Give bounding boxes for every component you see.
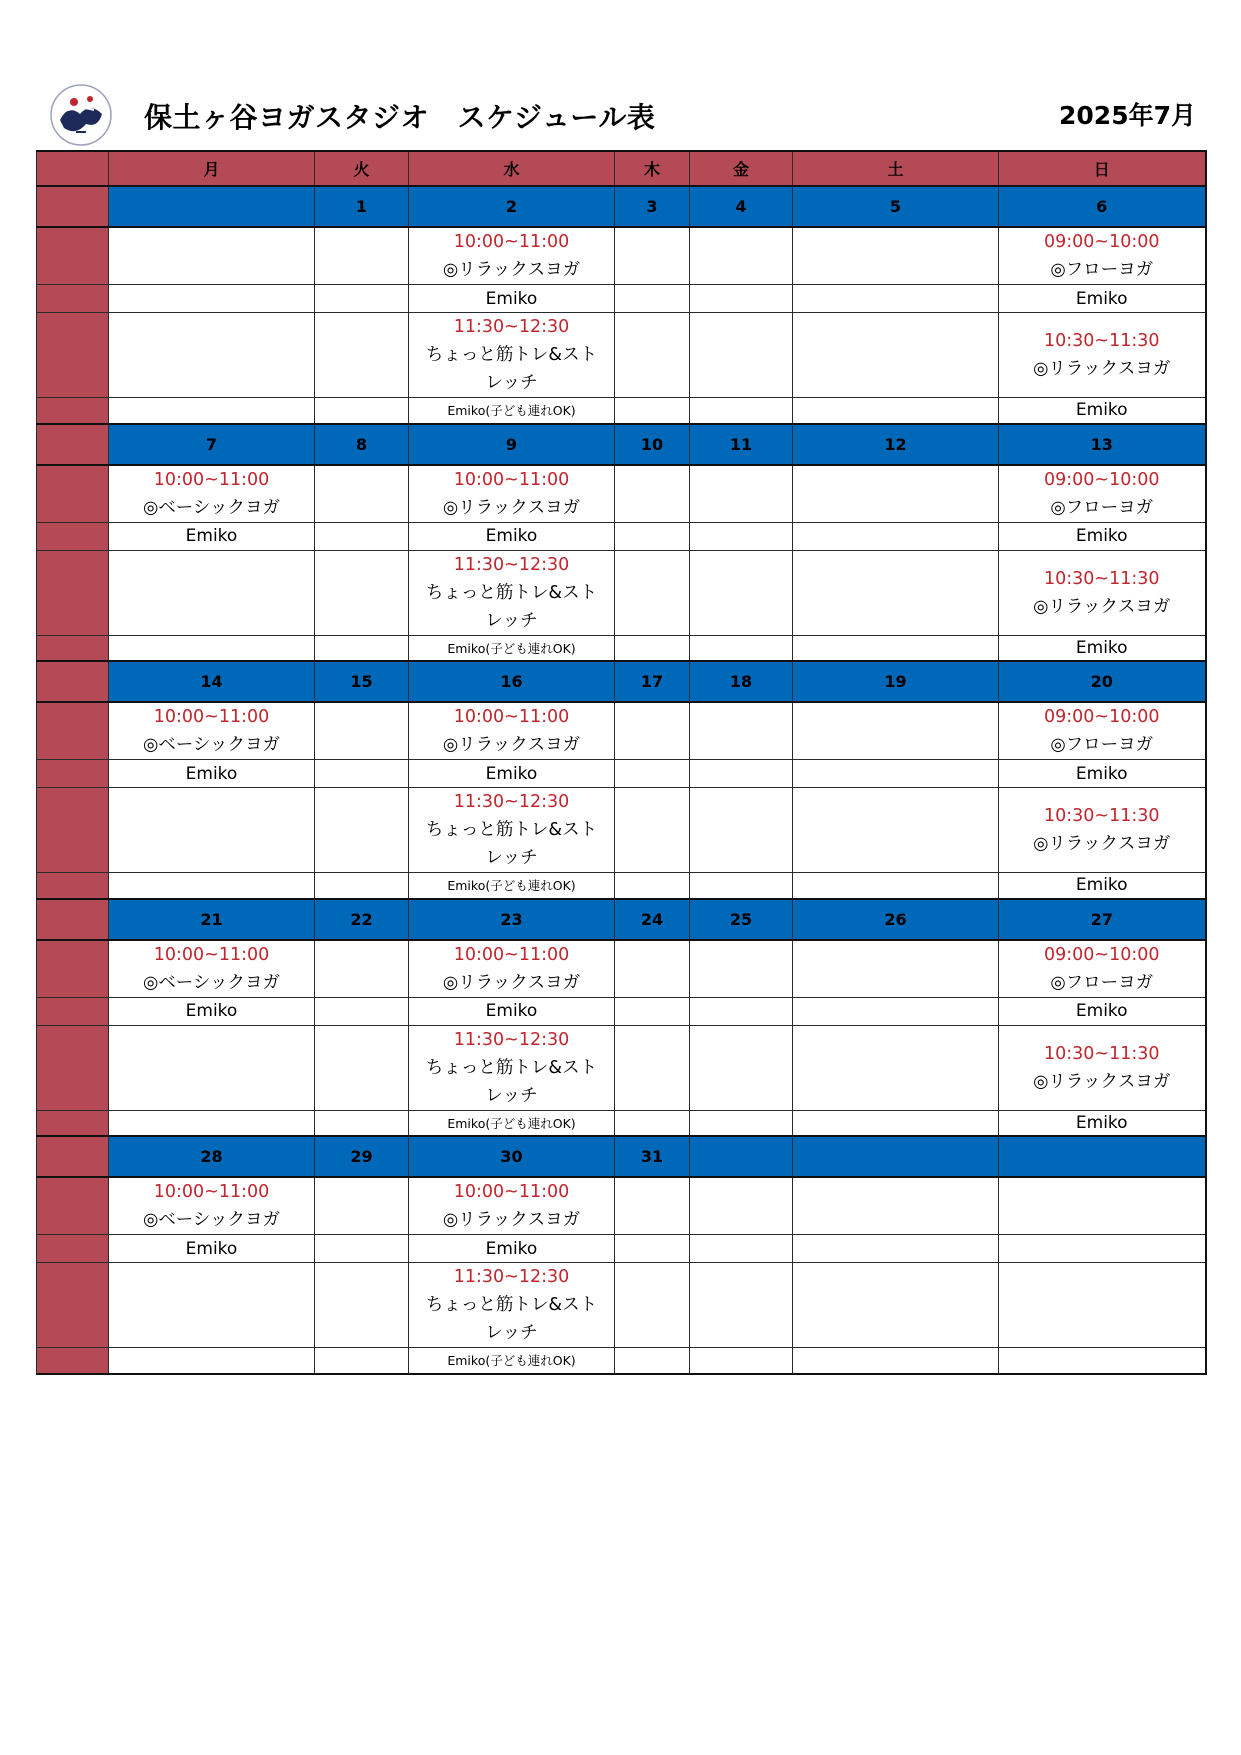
empty-cell xyxy=(793,997,999,1025)
empty-cell xyxy=(315,1110,409,1136)
empty-cell xyxy=(315,465,409,523)
class-name: ◎リラックスヨガ xyxy=(442,497,581,518)
empty-cell xyxy=(615,313,690,398)
class-row xyxy=(37,1177,1206,1235)
empty-cell xyxy=(615,285,690,313)
empty-cell xyxy=(615,940,690,998)
empty-cell xyxy=(315,398,409,424)
class-row xyxy=(37,1025,1206,1110)
empty-cell xyxy=(315,1177,409,1235)
date-cell: 19 xyxy=(793,661,999,702)
empty-cell xyxy=(793,313,999,398)
class-cell xyxy=(409,940,615,998)
empty-cell xyxy=(615,1110,690,1136)
empty-cell xyxy=(793,1348,999,1374)
instructor-name: Emiko xyxy=(109,522,315,550)
class-cell xyxy=(999,550,1206,635)
page-title: 保土ヶ谷ヨガスタジオ スケジュール表 xyxy=(144,101,656,134)
date-cell: 4 xyxy=(690,186,793,227)
side-cell xyxy=(37,1263,109,1348)
empty-cell xyxy=(315,635,409,661)
empty-cell xyxy=(109,873,315,899)
weekday-mon: 月 xyxy=(109,151,315,186)
class-row xyxy=(37,788,1206,873)
class-name-line1: ちょっと筋トレ&スト xyxy=(425,820,598,840)
empty-cell xyxy=(615,1263,690,1348)
class-name: ◎ベーシックヨガ xyxy=(142,497,281,518)
empty-cell xyxy=(690,760,793,788)
class-name-line1: ちょっと筋トレ&スト xyxy=(425,1295,598,1315)
class-time: 09:00~10:00 xyxy=(1043,707,1160,727)
date-cell xyxy=(999,1136,1206,1177)
class-name: ◎ベーシックヨガ xyxy=(142,1210,281,1230)
class-name: ◎リラックスヨガ xyxy=(1033,834,1171,854)
weekday-header-row xyxy=(37,151,1206,186)
side-cell xyxy=(37,997,109,1025)
class-row xyxy=(37,465,1206,523)
instructor-name: Emiko xyxy=(999,873,1206,899)
date-cell: 29 xyxy=(315,1136,409,1177)
class-time: 09:00~10:00 xyxy=(1043,469,1160,490)
instructor-row xyxy=(37,1348,1206,1374)
class-time: 10:00~11:00 xyxy=(453,944,570,965)
class-name: ◎フローヨガ xyxy=(1050,260,1154,280)
empty-cell xyxy=(690,873,793,899)
empty-cell xyxy=(109,227,315,285)
date-cell: 17 xyxy=(615,661,690,702)
instructor-name: Emiko xyxy=(409,522,615,550)
empty-cell xyxy=(315,873,409,899)
instructor-name: Emiko xyxy=(999,997,1206,1025)
side-cell xyxy=(37,760,109,788)
class-row xyxy=(37,940,1206,998)
date-cell: 9 xyxy=(409,424,615,465)
class-name: ◎リラックスヨガ xyxy=(442,735,581,755)
class-cell xyxy=(409,227,615,285)
empty-cell xyxy=(615,635,690,661)
empty-cell xyxy=(793,873,999,899)
class-cell xyxy=(409,550,615,635)
instructor-name: Emiko xyxy=(409,760,615,788)
weekday-sat: 土 xyxy=(793,151,999,186)
empty-cell xyxy=(615,1348,690,1374)
empty-cell xyxy=(315,1025,409,1110)
date-cell: 10 xyxy=(615,424,690,465)
date-cell: 7 xyxy=(109,424,315,465)
date-cell: 20 xyxy=(999,661,1206,702)
empty-cell xyxy=(690,1235,793,1263)
instructor-name: Emiko xyxy=(109,1235,315,1263)
empty-cell xyxy=(999,1235,1206,1263)
class-name-line2: レッチ xyxy=(485,1085,538,1106)
date-cell: 27 xyxy=(999,899,1206,940)
class-cell xyxy=(409,313,615,398)
class-time: 10:00~11:00 xyxy=(453,232,570,252)
side-cell xyxy=(37,1110,109,1136)
class-name: ◎フローヨガ xyxy=(1050,972,1154,993)
empty-cell xyxy=(615,997,690,1025)
empty-cell xyxy=(793,1235,999,1263)
schedule-table xyxy=(36,150,1207,1375)
side-cell xyxy=(37,227,109,285)
class-cell xyxy=(409,465,615,523)
empty-cell xyxy=(109,1110,315,1136)
empty-cell xyxy=(690,227,793,285)
empty-cell xyxy=(615,1025,690,1110)
class-time: 11:30~12:30 xyxy=(453,1267,570,1287)
class-time: 10:00~11:00 xyxy=(453,469,570,490)
empty-cell xyxy=(999,1263,1206,1348)
instructor-row xyxy=(37,1110,1206,1136)
date-cell: 25 xyxy=(690,899,793,940)
class-row xyxy=(37,227,1206,285)
instructor-row xyxy=(37,760,1206,788)
empty-cell xyxy=(315,285,409,313)
empty-cell xyxy=(793,760,999,788)
empty-cell xyxy=(690,313,793,398)
class-cell xyxy=(999,465,1206,523)
instructor-note: Emiko(子ども連れOK) xyxy=(409,398,615,424)
empty-cell xyxy=(793,550,999,635)
empty-cell xyxy=(793,635,999,661)
empty-cell xyxy=(690,1025,793,1110)
side-cell xyxy=(37,398,109,424)
side-cell xyxy=(37,1177,109,1235)
date-cell: 15 xyxy=(315,661,409,702)
empty-cell xyxy=(315,1263,409,1348)
instructor-name: Emiko xyxy=(109,997,315,1025)
date-cell xyxy=(793,1136,999,1177)
class-cell xyxy=(999,940,1206,998)
side-cell xyxy=(37,1235,109,1263)
empty-cell xyxy=(690,788,793,873)
empty-cell xyxy=(793,940,999,998)
empty-cell xyxy=(793,227,999,285)
instructor-row xyxy=(37,997,1206,1025)
date-cell: 5 xyxy=(793,186,999,227)
date-row xyxy=(37,186,1206,227)
empty-cell xyxy=(615,788,690,873)
instructor-name: Emiko xyxy=(409,285,615,313)
class-cell xyxy=(109,940,315,998)
instructor-note: Emiko(子ども連れOK) xyxy=(409,635,615,661)
empty-cell xyxy=(690,550,793,635)
class-time: 10:00~11:00 xyxy=(153,944,270,965)
empty-cell xyxy=(109,313,315,398)
class-time: 10:30~11:30 xyxy=(1043,331,1160,351)
class-cell xyxy=(999,227,1206,285)
weekday-wed: 水 xyxy=(409,151,615,186)
empty-cell xyxy=(793,285,999,313)
date-cell: 24 xyxy=(615,899,690,940)
side-cell xyxy=(37,661,109,702)
class-time: 10:00~11:00 xyxy=(153,707,270,727)
instructor-row xyxy=(37,522,1206,550)
class-cell xyxy=(409,702,615,760)
empty-cell xyxy=(109,285,315,313)
empty-cell xyxy=(109,1025,315,1110)
side-cell xyxy=(37,186,109,227)
date-cell: 8 xyxy=(315,424,409,465)
empty-cell xyxy=(315,940,409,998)
instructor-name: Emiko xyxy=(999,398,1206,424)
class-row xyxy=(37,550,1206,635)
empty-cell xyxy=(315,1235,409,1263)
side-cell xyxy=(37,873,109,899)
empty-cell xyxy=(615,702,690,760)
class-time: 10:00~11:00 xyxy=(153,1182,270,1202)
instructor-note: Emiko(子ども連れOK) xyxy=(409,873,615,899)
date-row xyxy=(37,899,1206,940)
class-name: ◎リラックスヨガ xyxy=(442,260,581,280)
date-cell: 22 xyxy=(315,899,409,940)
empty-cell xyxy=(109,635,315,661)
empty-cell xyxy=(315,1348,409,1374)
class-time: 10:00~11:00 xyxy=(153,469,270,490)
instructor-name: Emiko xyxy=(999,285,1206,313)
empty-cell xyxy=(690,465,793,523)
instructor-name: Emiko xyxy=(999,522,1206,550)
side-cell xyxy=(37,550,109,635)
empty-cell xyxy=(793,1263,999,1348)
side-cell xyxy=(37,151,109,186)
class-row xyxy=(37,313,1206,398)
class-name-line1: ちょっと筋トレ&スト xyxy=(425,1057,598,1078)
side-cell xyxy=(37,313,109,398)
class-time: 10:00~11:00 xyxy=(453,1182,570,1202)
instructor-note: Emiko(子ども連れOK) xyxy=(409,1348,615,1374)
page-header xyxy=(36,80,1204,150)
empty-cell xyxy=(109,398,315,424)
empty-cell xyxy=(690,1110,793,1136)
class-name-line2: レッチ xyxy=(485,610,538,631)
date-cell: 6 xyxy=(999,186,1206,227)
side-cell xyxy=(37,1136,109,1177)
class-cell xyxy=(409,1025,615,1110)
empty-cell xyxy=(109,550,315,635)
side-cell xyxy=(37,702,109,760)
date-cell: 3 xyxy=(615,186,690,227)
empty-cell xyxy=(315,313,409,398)
date-cell: 28 xyxy=(109,1136,315,1177)
class-time: 11:30~12:30 xyxy=(453,317,570,337)
class-cell xyxy=(409,1177,615,1235)
instructor-row xyxy=(37,873,1206,899)
date-cell: 14 xyxy=(109,661,315,702)
instructor-name: Emiko xyxy=(409,1235,615,1263)
side-cell xyxy=(37,899,109,940)
instructor-name: Emiko xyxy=(409,997,615,1025)
side-cell xyxy=(37,285,109,313)
empty-cell xyxy=(793,398,999,424)
date-cell: 12 xyxy=(793,424,999,465)
class-name-line2: レッチ xyxy=(485,373,538,393)
class-cell xyxy=(109,1177,315,1235)
studio-logo xyxy=(46,80,116,150)
empty-cell xyxy=(615,465,690,523)
side-cell xyxy=(37,1025,109,1110)
date-cell xyxy=(690,1136,793,1177)
class-name: ◎リラックスヨガ xyxy=(1033,596,1171,617)
empty-cell xyxy=(315,550,409,635)
empty-cell xyxy=(793,788,999,873)
side-cell xyxy=(37,940,109,998)
class-name-line1: ちょっと筋トレ&スト xyxy=(425,345,598,365)
class-name-line2: レッチ xyxy=(485,1323,538,1343)
side-cell xyxy=(37,788,109,873)
side-cell xyxy=(37,424,109,465)
date-cell: 21 xyxy=(109,899,315,940)
empty-cell xyxy=(315,227,409,285)
weekday-tue: 火 xyxy=(315,151,409,186)
empty-cell xyxy=(690,702,793,760)
empty-cell xyxy=(315,997,409,1025)
date-cell: 1 xyxy=(315,186,409,227)
class-row xyxy=(37,1263,1206,1348)
date-cell: 18 xyxy=(690,661,793,702)
empty-cell xyxy=(315,702,409,760)
empty-cell xyxy=(615,522,690,550)
instructor-name: Emiko xyxy=(999,635,1206,661)
class-name: ◎リラックスヨガ xyxy=(1033,1071,1171,1092)
empty-cell xyxy=(690,1348,793,1374)
date-row xyxy=(37,1136,1206,1177)
empty-cell xyxy=(793,1177,999,1235)
empty-cell xyxy=(615,873,690,899)
empty-cell xyxy=(615,1235,690,1263)
instructor-name: Emiko xyxy=(999,1110,1206,1136)
empty-cell xyxy=(615,550,690,635)
empty-cell xyxy=(690,285,793,313)
class-cell xyxy=(409,788,615,873)
class-cell xyxy=(999,313,1206,398)
date-cell xyxy=(109,186,315,227)
side-cell xyxy=(37,635,109,661)
instructor-note: Emiko(子ども連れOK) xyxy=(409,1110,615,1136)
class-name: ◎ベーシックヨガ xyxy=(142,735,281,755)
empty-cell xyxy=(109,1348,315,1374)
weekday-sun: 日 xyxy=(999,151,1206,186)
empty-cell xyxy=(690,398,793,424)
class-name: ◎ベーシックヨガ xyxy=(142,972,281,993)
empty-cell xyxy=(690,1263,793,1348)
class-name: ◎リラックスヨガ xyxy=(442,1210,581,1230)
empty-cell xyxy=(690,635,793,661)
class-name-line2: レッチ xyxy=(485,848,538,868)
class-time: 10:30~11:30 xyxy=(1043,806,1160,826)
class-time: 09:00~10:00 xyxy=(1043,944,1160,965)
class-cell xyxy=(999,702,1206,760)
date-cell: 2 xyxy=(409,186,615,227)
class-time: 10:30~11:30 xyxy=(1043,568,1160,589)
instructor-row xyxy=(37,1235,1206,1263)
empty-cell xyxy=(315,522,409,550)
empty-cell xyxy=(793,522,999,550)
class-name: ◎リラックスヨガ xyxy=(1033,359,1171,379)
instructor-row xyxy=(37,285,1206,313)
side-cell xyxy=(37,522,109,550)
class-cell xyxy=(109,702,315,760)
class-time: 11:30~12:30 xyxy=(453,554,570,575)
class-name: ◎フローヨガ xyxy=(1050,735,1154,755)
empty-cell xyxy=(793,1110,999,1136)
instructor-name: Emiko xyxy=(109,760,315,788)
class-name: ◎フローヨガ xyxy=(1050,497,1154,518)
empty-cell xyxy=(793,465,999,523)
empty-cell xyxy=(690,997,793,1025)
class-name: ◎リラックスヨガ xyxy=(442,972,581,993)
empty-cell xyxy=(615,760,690,788)
empty-cell xyxy=(999,1177,1206,1235)
empty-cell xyxy=(690,522,793,550)
class-row xyxy=(37,702,1206,760)
weekday-thu: 木 xyxy=(615,151,690,186)
date-row xyxy=(37,424,1206,465)
class-time: 11:30~12:30 xyxy=(453,1029,570,1050)
empty-cell xyxy=(690,940,793,998)
weekday-fri: 金 xyxy=(690,151,793,186)
empty-cell xyxy=(315,760,409,788)
class-time: 10:00~11:00 xyxy=(453,707,570,727)
empty-cell xyxy=(109,1263,315,1348)
class-time: 11:30~12:30 xyxy=(453,792,570,812)
class-cell xyxy=(109,465,315,523)
class-cell xyxy=(409,1263,615,1348)
side-cell xyxy=(37,465,109,523)
instructor-row xyxy=(37,635,1206,661)
class-name-line1: ちょっと筋トレ&スト xyxy=(425,582,598,603)
date-cell: 11 xyxy=(690,424,793,465)
empty-cell xyxy=(793,1025,999,1110)
empty-cell xyxy=(615,227,690,285)
date-cell: 16 xyxy=(409,661,615,702)
class-cell xyxy=(999,1025,1206,1110)
date-cell: 26 xyxy=(793,899,999,940)
instructor-row xyxy=(37,398,1206,424)
empty-cell xyxy=(109,788,315,873)
side-cell xyxy=(37,1348,109,1374)
year-month: 2025年7月 xyxy=(1059,101,1196,130)
class-time: 10:30~11:30 xyxy=(1043,1043,1160,1064)
date-cell: 13 xyxy=(999,424,1206,465)
date-cell: 23 xyxy=(409,899,615,940)
class-time: 09:00~10:00 xyxy=(1043,232,1160,252)
date-cell: 31 xyxy=(615,1136,690,1177)
date-row xyxy=(37,661,1206,702)
class-cell xyxy=(999,788,1206,873)
date-cell: 30 xyxy=(409,1136,615,1177)
empty-cell xyxy=(793,702,999,760)
empty-cell xyxy=(690,1177,793,1235)
instructor-name: Emiko xyxy=(999,760,1206,788)
empty-cell xyxy=(999,1348,1206,1374)
empty-cell xyxy=(615,398,690,424)
empty-cell xyxy=(315,788,409,873)
empty-cell xyxy=(615,1177,690,1235)
